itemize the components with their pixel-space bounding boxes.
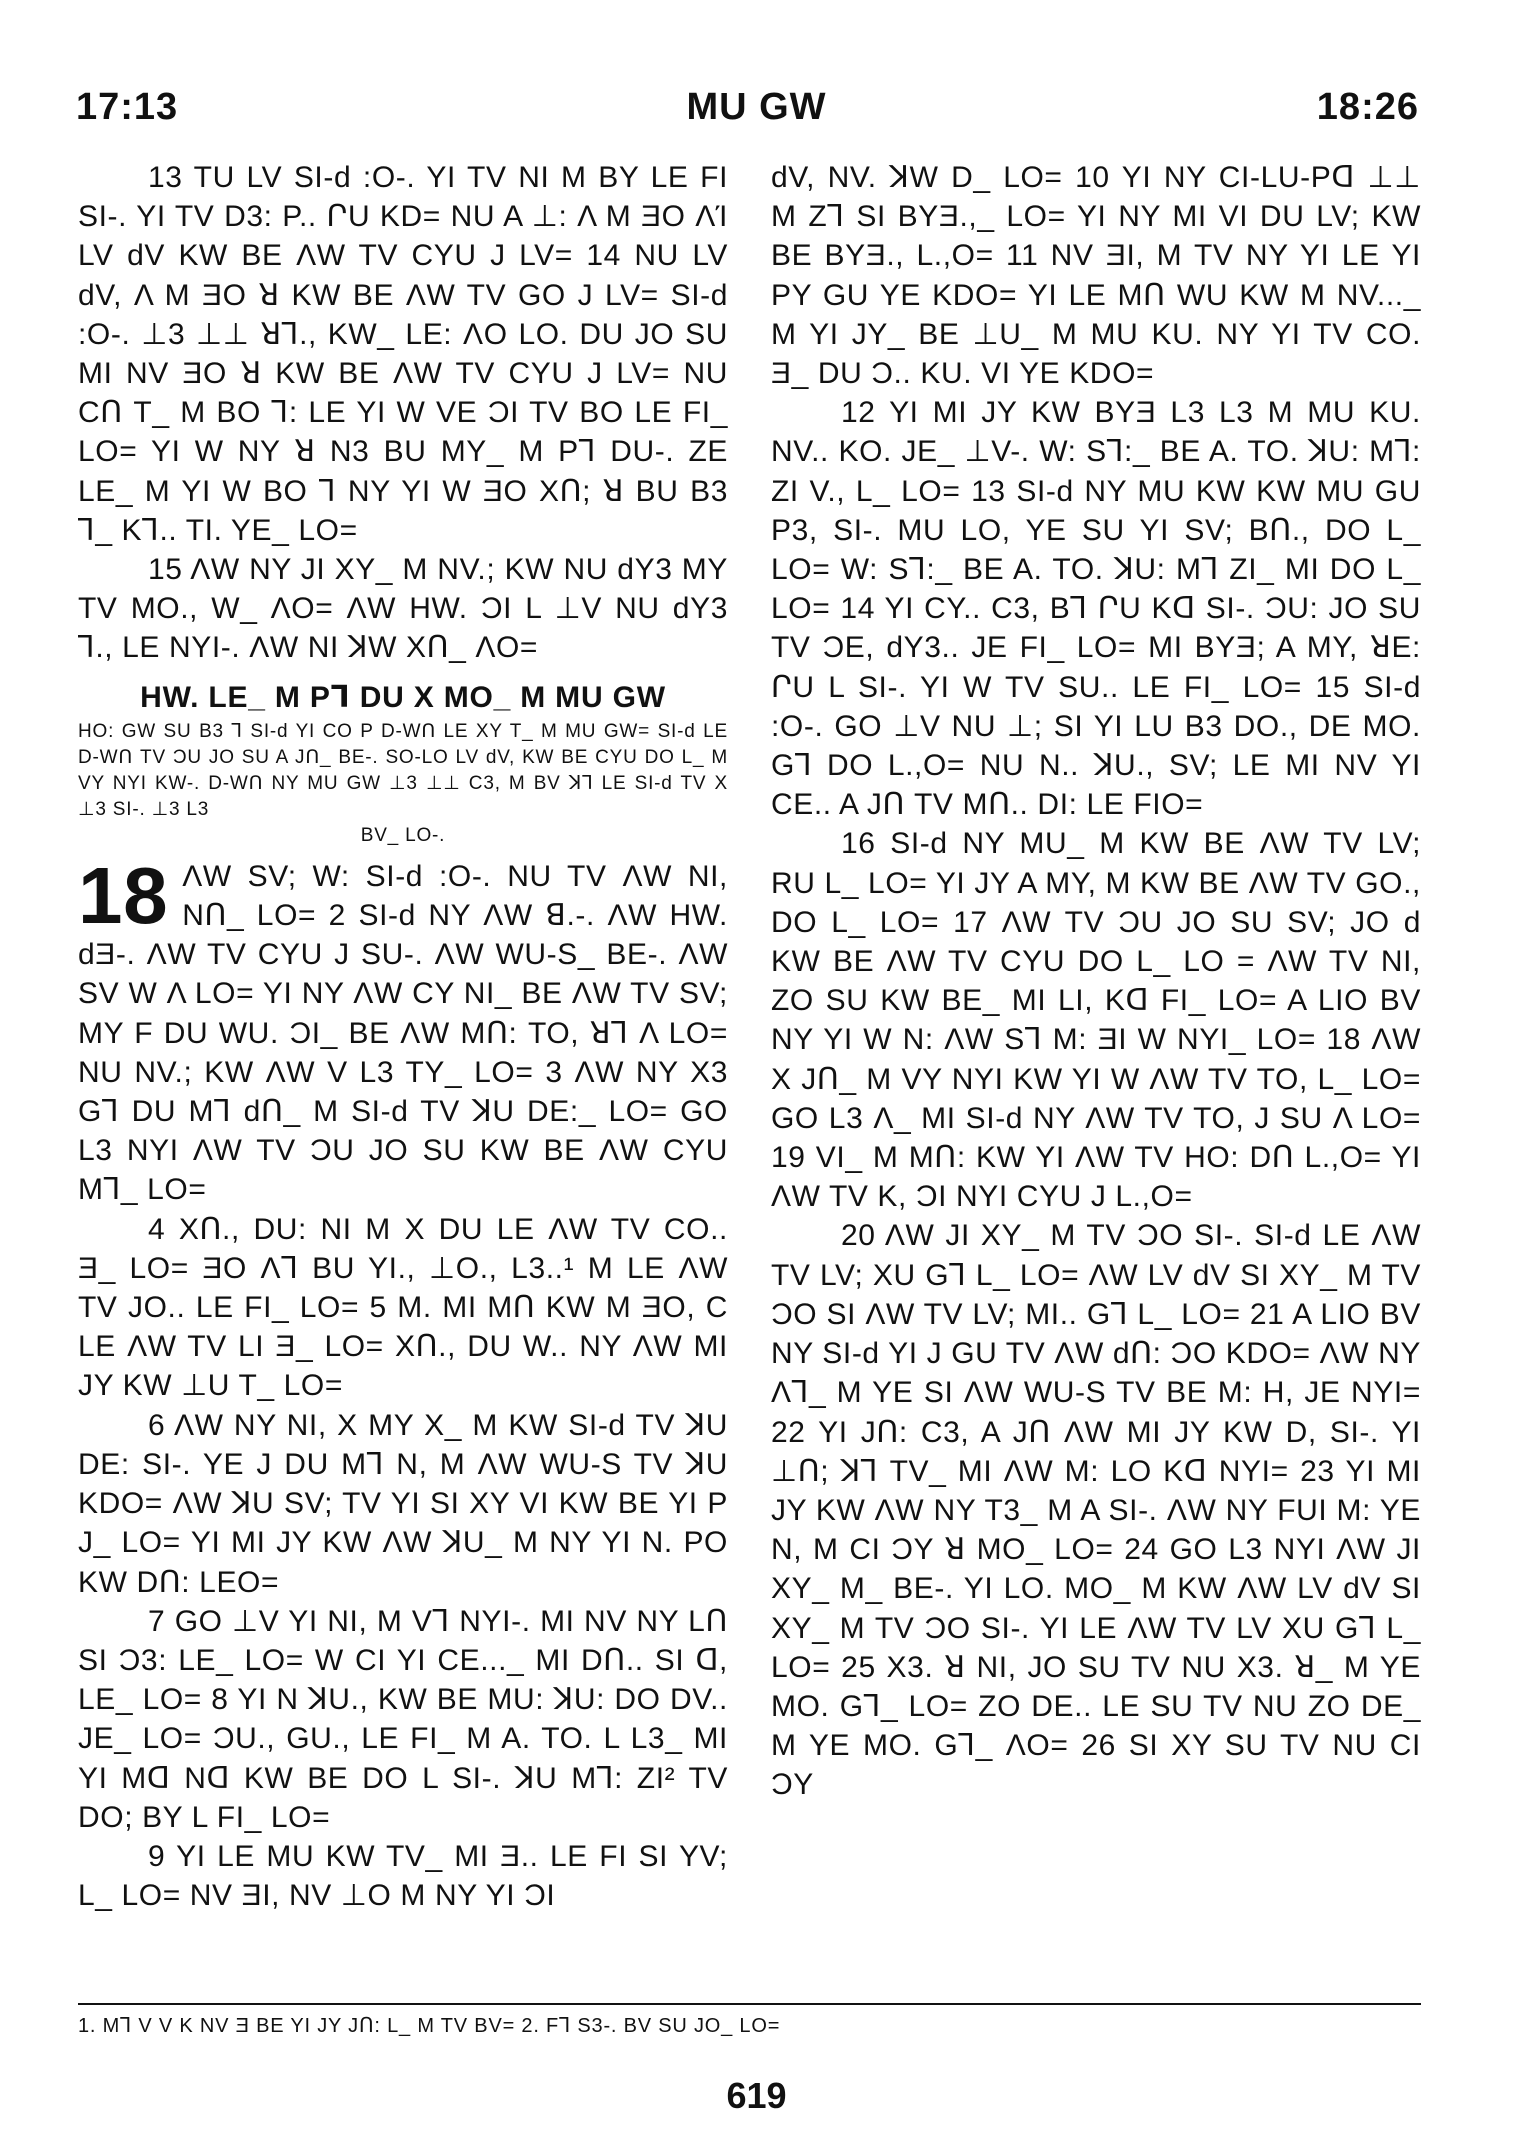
chapter-opening-paragraph — [78, 850, 728, 1210]
paragraph: 16 SI-d NY MU_ M KW BE ΛW TV LV; RU L_ LO= YI JY A MY, M KW BE ΛW TV GO., DO L_ LO= 17 ΛW TV ƆU JO SU SV; JO d KW BE ΛW TV CYU DO L_ LO = ΛW TV NI, ZO SU KW BE_ MI LI, Kᗡ FI_ LO= A LIO BV NY YI W N: ΛW SꞀ M: ƎI W NYI_ LO= 18 ΛW X JՈ_ M VY NYI KW YI W ΛW TV TO, L_ LO= GO L3 Λ_ MI SI-d NY ΛW TV TO, J SU Λ LO= 19 VI_ M MՈ: KW YI ΛW TV HO: DՈ L.,O= YI ΛW TV K, ƆI NYI CYU J L.,O= — [771, 827, 1421, 1214]
section-note — [78, 719, 728, 849]
paragraph: 9 YI LE MU KW TV_ MI Ǝ.. LE FI SI YV; L_ LO= NV ƎI, NV ⊥O M NY YI ƆI — [78, 1839, 728, 1913]
right-column — [771, 158, 1421, 1805]
paragraph: 4 XՈ., DU: NI M X DU LE ΛW TV CO.. Ǝ_ LO= ƎO ΛꞀ BU YI., ⊥O., L3..¹ M LE ΛW TV JO.. LE FI_ LO= 5 M. MI MՈ KW M ƎO, C LE ΛW TV LI Ǝ_ LO= XՈ., DU W.. NY ΛW MI JY KW ⊥U T_ LO= — [78, 1212, 728, 1403]
paragraph: 12 YI MI JY KW BYƎ L3 L3 M MU KU. NV.. KO. JE_ ⊥V-. W: SꞀ:_ BE A. TO. ꓘU: MꞀ: ZI V., L_ LO= 13 SI-d NY MU KW KW MU GU P3, SI-. MU LO, YE SU YI SV; BՈ., DO L_ LO= W: SꞀ:_ BE A. TO. ꓘU: MꞀ ZI_ MI DO L_ LO= 14 YI CY.. C3, BꞀ ՐU Kᗡ SI-. ƆU: JO SU TV ƆE, dY3.. JE FI_ LO= MI BYƎ; A MY, ꓤE: ՐU L SI-. YI W TV SU.. LE FI_ LO= 15 SI-d :O-. GO ⊥V NU ⊥; SI YI LU B3 DO., DE MO. GꞀ DO L.,O= NU N.. ꓘU., SV; LE MI NV YI CE.. A JՈ TV MՈ.. DI: LE FIO= — [771, 396, 1421, 822]
footnote: 1. MꞀ V V K NV Ǝ BE YI JY JՈ: L_ M TV BV= 2. FꞀ S3-. BV SU JO_ LO= — [78, 2015, 781, 2037]
paragraph: 7 GO ⊥V YI NI, M VꞀ NYI-. MI NV NY LՈ SI Ɔ3: LE_ LO= W CI YI CE..._ MI DՈ.. SI ᗡ, LE_ LO= 8 YI N ꓘU., KW BE MU: ꓘU: DO DV.. JE_ LO= ƆU., GU., LE FI_ M A. TO. L L3_ MI YI Mᗡ Nᗡ KW BE DO L SI-. ꓘU MꞀ: ZI² TV DO; BY L FI_ LO= — [78, 1604, 728, 1834]
paragraph: 15 ΛW NY JI XY_ M NV.; KW NU dY3 MY TV MO., W_ ΛO= ΛW HW. ƆI L ⊥V NU dY3 ⅂., LE NYI-. ΛW NI ꓘW XՈ_ ΛO= — [78, 553, 728, 665]
header-book-title: MU GW — [686, 86, 827, 128]
page-number: 619 — [726, 2075, 787, 2116]
paragraph: dV, NV. ꓘW D_ LO= 10 YI NY CI-LU-Pᗡ ⊥⊥ M ZꞀ SI BYƎ.,_ LO= YI NY MI VI DU LV; KW BE BYƎ., L.,O= 11 NV ƎI, M TV NY YI LE YI PY GU YE KDO= YI LE MՈ WU KW M NV..._ M YI JY_ BE ⊥U_ M MU KU. NY YI TV CO. Ǝ_ DU Ɔ.. KU. VI YE KDO= — [771, 161, 1421, 391]
header-right-reference: 18:26 — [1316, 86, 1419, 128]
header-left-reference: 17:13 — [76, 86, 179, 128]
left-column — [78, 158, 728, 1915]
paragraph: 13 TU LV SI-d :O-. YI TV NI M BY LE FI SI-. YI TV D3: P.. ՐU KD= NU A ⊥: Λ M ƎO ΛΊ LV dV KW BE ΛW TV CYU J LV= 14 NU LV dV, Λ M ƎO ꓤ KW BE ΛW TV GO J LV= SI-d :O-. ⊥3 ⊥⊥ ꓤ⅂., KW_ LE: ΛO LO. DU JO SU MI NV ƎO ꓤ KW BE ΛW TV CYU J LV= NU CՈ T_ M BO ⅂: LE YI W VE ƆI TV BO LE FI_ LO= YI W NY ꓤ N3 BU MY_ M PꞀ DU-. ZE LE_ M YI W BO ⅂ NY YI W ƎO XՈ; ꓤ BU B3 ⅂_ K⅂.. TI. YE_ LO= — [78, 161, 728, 547]
chapter-number: 18 — [78, 850, 169, 940]
footnote-divider — [78, 2003, 1421, 2005]
section-note-text: HO: GW SU B3 ⅂ SI-d YI CO P D-WՈ LE XY T_ M MU GW= SI-d LE D-WՈ TV ƆU JO SU A JՈ_ BE-. SO-LO LV dV, KW BE CYU DO L_ M VY NYI KW-. D-WՈ NY MU GW ⊥3 ⊥⊥ C3, M BV ꓘ⅂ LE SI-d TV X ⊥3 SI-. ⊥3 L3 — [78, 720, 728, 820]
paragraph: 20 ΛW JI XY_ M TV ƆO SI-. SI-d LE ΛW TV LV; XU GꞀ L_ LO= ΛW LV dV SI XY_ M TV ƆO SI ΛW TV LV; MI.. GꞀ L_ LO= 21 A LIO BV NY SI-d YI J GU TV ΛW dՈ: ƆO KDO= ΛW NY ΛꞀ_ M YE SI ΛW WU-S TV BE M: H, JE NYI= 22 YI JՈ: C3, A JՈ ΛW MI JY KW D, SI-. YI ⊥Ո; ꓘ⅂ TV_ MI ΛW M: LO Kᗡ NYI= 23 YI MI JY KW ΛW NY T3_ M A SI-. ΛW NY FUI M: YE N, M CI ƆY ꓤ MO_ LO= 24 GO L3 NYI ΛW JI XY_ M_ BE-. YI LO. MO_ M KW ΛW LV dV SI XY_ M TV ƆO SI-. YI LE ΛW TV LV XU GꞀ L_ LO= 25 X3. ꓤ NI, JO SU TV NU X3. ꓤ_ M YE MO. GꞀ_ LO= ZO DE.. LE SU TV NU ZO DE_ M YE MO. GꞀ_ ΛO= 26 SI XY SU TV NU CI ƆY — [771, 1219, 1421, 1802]
chapter-opening-text: ΛW SV; W: SI-d :O-. NU TV ΛW NI, NՈ_ LO= 2 SI-d NY ΛW ꓭ.-. ΛW HW. dƎ-. ΛW TV CYU J SU-. ΛW WU-S_ BE-. ΛW SV W Λ LO= YI NY ΛW CY NI_ BE ΛW TV SV; MY F DU WU. ƆI_ BE ΛW MՈ: TO, ꓤ⅂ Λ LO= NU NV.; KW ΛW V L3 TY_ LO= 3 ΛW NY X3 GꞀ DU MꞀ dՈ_ M SI-d TV ꓘU DE:_ LO= GO L3 NYI ΛW TV ƆU JO SU KW BE ΛW CYU MꞀ_ LO= — [78, 859, 728, 1207]
section-note-end: BV_ LO-. — [360, 824, 446, 846]
paragraph: 6 ΛW NY NI, X MY X_ M KW SI-d TV ꓘU DE: SI-. YE J DU MꞀ N, M ΛW WU-S TV ꓘU KDO= ΛW ꓘU SV; TV YI SI XY VI KW BE YI P J_ LO= YI MI JY KW ΛW ꓘU_ M NY YI N. PO KW DՈ: LEO= — [78, 1408, 728, 1599]
section-title: HW. LE_ M PꞀ DU X MO_ M MU GW — [140, 680, 666, 714]
